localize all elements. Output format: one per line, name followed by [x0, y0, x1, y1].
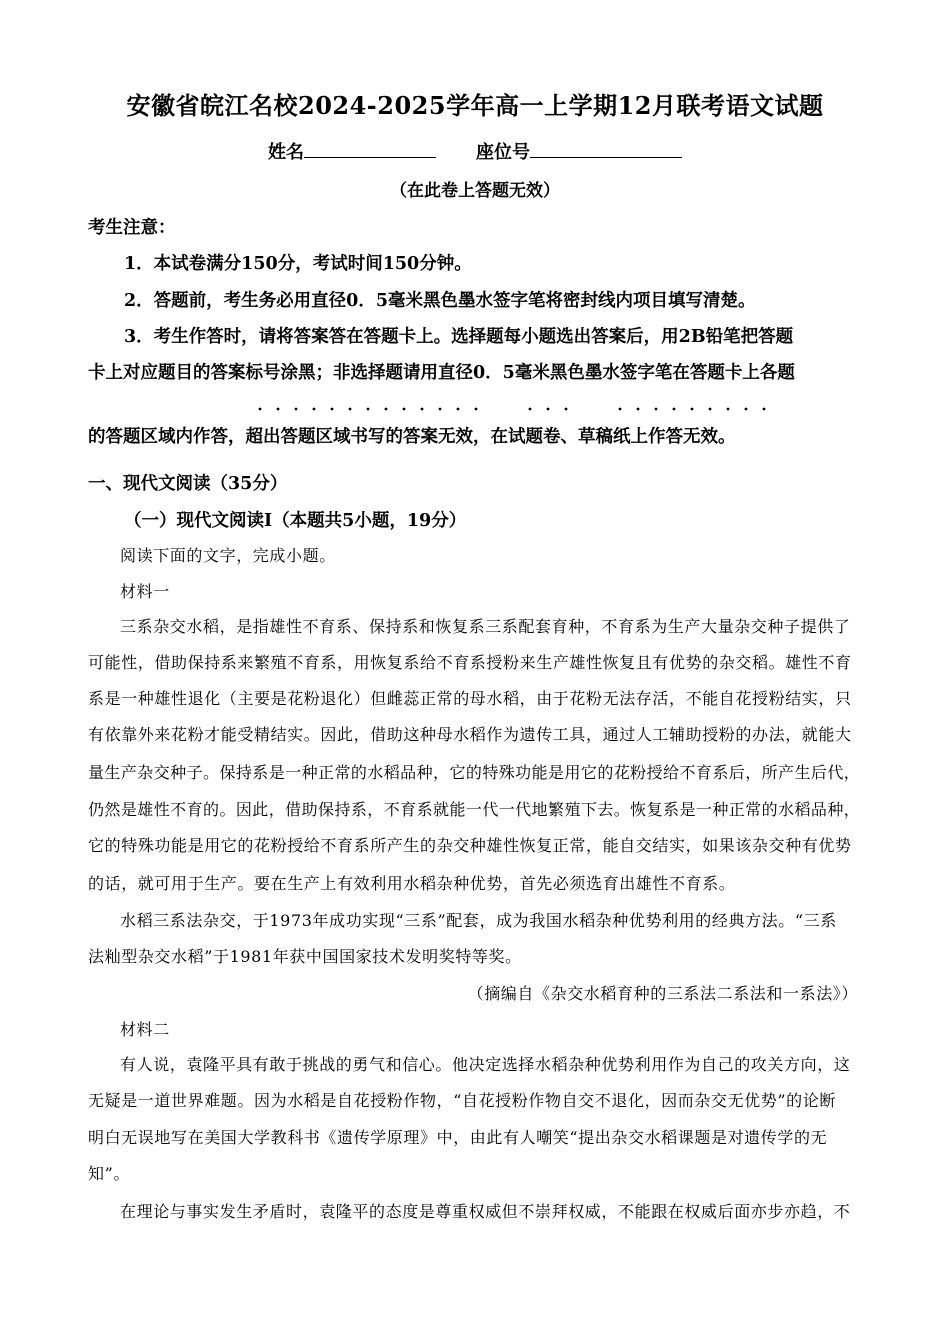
- notice-item-3-line-3: 的答题区域内作答，超出答题区域书写的答案无效，在试题卷、草稿纸上作答无效。: [88, 427, 736, 447]
- material-2-line: 明白无误地写在美国大学教科书《遗传学原理》中，由此有人嘲笑“提出杂交水稻课题是对遗传学的无: [88, 1128, 828, 1147]
- material-1-line: 仍然是雄性不育的。因此，借助保持系，不育系就能一代一代地繁殖下去。恢复系是一种正常的水稻品种，: [88, 800, 861, 819]
- material-1-line: 有依靠外来花粉才能受精结实。因此，借助这种母水稻作为遗传工具，通过人工辅助授粉的办法，就能大: [88, 725, 852, 744]
- name-label: 姓名: [268, 142, 304, 163]
- seat-label: 座位号: [476, 142, 530, 163]
- material-2-line: 知”。: [88, 1164, 130, 1183]
- section-subtitle: （一）现代文阅读Ⅰ（本题共5小题，19分）: [124, 511, 467, 531]
- notice-item-2: 2．答题前，考生务必用直径0．5毫米黑色墨水签字笔将密封线内项目填写清楚。: [124, 291, 756, 311]
- invalid-note: （在此卷上答题无效）: [390, 181, 560, 201]
- material-1-label: 材料一: [120, 582, 170, 601]
- material-2-para-2-line-1: 在理论与事实发生矛盾时，袁隆平的态度是尊重权威但不崇拜权威，不能跟在权威后面亦步亦趋，不: [120, 1202, 851, 1221]
- notice-heading: 考生注意：: [88, 218, 176, 238]
- exam-title: 安徽省皖江名校2024-2025学年高一上学期12月联考语文试题: [126, 91, 824, 120]
- material-1-para-2-line-2: 法籼型杂交水稻”于1981年获中国国家技术发明奖特等奖。: [88, 947, 522, 966]
- name-blank[interactable]: [304, 139, 436, 158]
- material-1-line: 的话，就可用于生产。要在生产上有效利用水稻杂种优势，首先必须选育出雄性不育系。: [88, 874, 736, 893]
- material-2-line: 无疑是一道世界难题。因为水稻是自花授粉作物，“自花授粉作物自交不退化，因而杂交无优势”的论断: [88, 1091, 836, 1110]
- notice-item-1: 1．本试卷满分150分，考试时间150分钟。: [124, 254, 472, 274]
- material-1-line: 三系杂交水稻，是指雄性不育系、保持系和恢复系三系配套育种，不育系为生产大量杂交种子提供了: [120, 617, 851, 636]
- material-1-line: 它的特殊功能是用它的花粉授给不育系所产生的杂交种雄性恢复正常，能自交结实，如果该杂交种有优势: [88, 836, 852, 855]
- section-title: 一、现代文阅读（35分）: [88, 474, 288, 494]
- material-1-line: 系是一种雄性退化（主要是花粉退化）但雌蕊正常的母水稻，由于花粉无法存活，不能自花授粉结实，只: [88, 689, 852, 708]
- notice-item-3-line-2: 卡上对应题目的答案标号涂黑；非选择题请用直径0．5毫米黑色墨水签字笔在答题卡上各题: [88, 363, 795, 383]
- material-2-label: 材料二: [120, 1020, 170, 1039]
- material-2-line: 有人说，袁隆平具有敢于挑战的勇气和信心。他决定选择水稻杂种优势利用作为自己的攻关方向，这: [120, 1055, 851, 1074]
- material-1-source: （摘编自《杂交水稻育种的三系法二系法和一系法》）: [467, 984, 858, 1003]
- student-info-fields: [0, 138, 950, 164]
- material-1-line: 可能性，借助保持系来繁殖不育系，用恢复系给不育系授粉来生产雄性恢复且有优势的杂交稻。雄性不育: [88, 653, 852, 672]
- notice-item-3-line-1: 3．考生作答时，请将答案答在答题卡上。选择题每小题选出答案后，用2B铅笔把答题: [124, 327, 794, 347]
- seat-blank[interactable]: [530, 139, 682, 158]
- material-1-line: 量生产杂交种子。保持系是一种正常的水稻品种，它的特殊功能是用它的花粉授给不育系后，所产生后代，: [88, 763, 861, 782]
- reading-instruction: 阅读下面的文字，完成小题。: [120, 546, 336, 565]
- emphasis-dots: [0, 404, 950, 414]
- material-1-para-2-line-1: 水稻三系法杂交，于1973年成功实现“三系”配套，成为我国水稻杂种优势利用的经典方法。“三系: [120, 911, 837, 930]
